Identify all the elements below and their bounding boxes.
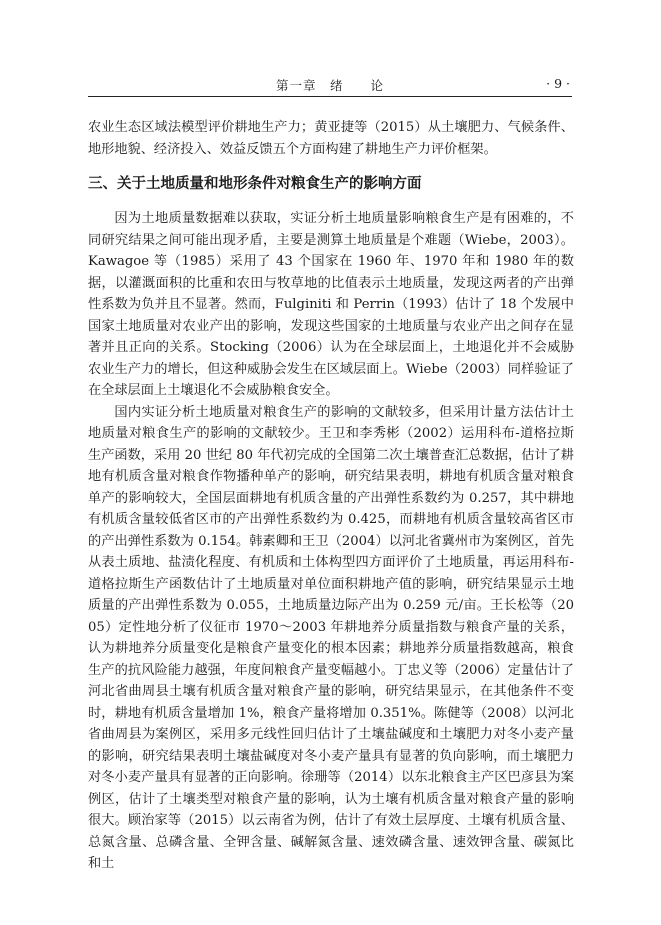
body-text [88, 117, 574, 875]
page-number: · 9 · [546, 76, 570, 91]
paragraph-land-quality-domestic: 国内实证分析土地质量对粮食生产的影响的文献较多，但采用计量方法估计土地质量对粮食生产的影响的文献较少。王卫和李秀彬（2002）运用科布-道格拉斯生产函数，采用 20 世纪 80 年代初完成的全国第二次土壤普查汇总数据，估计了耕地有机质含量对粮食作物播种单产的影响，研究结果表明，耕地有机质含量对粮食单产的影响较大，全国层面耕地有机质含量的产出弹性系数约为 0.257，其中耕地有机质含量较低省区市的产出弹性系数约为 0.425，而耕地有机质含量较高省区市的产出弹性系数为 0.154。韩素卿和王卫（2004）以河北省冀州市为案例区，首先从表土质地、盐渍化程度、有机质和土体构型四方面评价了土地质量，再运用科布-道格拉斯生产函数估计了土地质量对单位面积耕地产值的影响，研究结果显示土地质量的产出弹性系数为 0.055，土地质量边际产出为 0.259 元/亩。王长松等（2005）定性地分析了仪征市 1970～2003 年耕地养分质量指数与粮食产量的关系，认为耕地养分质量变化是粮食产量变化的根本因素；耕地养分质量指数越高，粮食生产的抗风险能力越强，年度间粮食产量变幅越小。丁忠义等（2006）定量估计了河北省曲周县土壤有机质含量对粮食产量的影响，研究结果显示，在其他条件不变时，耕地有机质含量增加 1%，粮食产量将增加 0.351%。陈健等（2008）以河北省曲周县为案例区，采用多元线性回归估计了土壤盐碱度和土壤肥力对冬小麦产量的影响，研究结果表明土壤盐碱度对冬小麦产量具有显著的负向影响，而土壤肥力对冬小麦产量具有显著的正向影响。徐珊等（2014）以东北粮食主产区巴彦县为案例区，估计了土壤类型对粮食产量的影响，认为土壤有机质含量对粮食产量的影响很大。顾治家等（2015）以云南省为例，估计了有效土层厚度、土壤有机质含量、总氮含量、总磷含量、全钾含量、碱解氮含量、速效磷含量、速效钾含量、碳氮比和土 [88, 404, 574, 871]
running-header [88, 76, 572, 94]
section-heading: 三、关于土地质量和地形条件对粮食生产的影响方面 [88, 176, 422, 192]
continued-paragraph: 农业生态区域法模型评价耕地生产力；黄亚捷等（2015）从土壤肥力、气候条件、地形地貌、经济投入、效益反馈五个方面构建了耕地生产力评价框架。 [88, 120, 574, 157]
paragraph-land-quality-international: 因为土地质量数据难以获取，实证分析土地质量影响粮食生产是有困难的，不同研究结果之间可能出现矛盾，主要是测算土地质量是个难题（Wiebe，2003）。Kawagoe 等（1985）采用了 43 个国家在 1960 年、1970 年和 1980 年的数据，以灌溉面积的比重和农田与牧草地的比值表示土地质量，发现这两者的产出弹性系数为负并且不显著。然而，Fulginiti 和 Perrin（1993）估计了 18 个发展中国家土地质量对农业产出的影响，发现这些国家的土地质量与农业产出之间存在显著并且正向的关系。Stocking（2006）认为在全球层面上，土地退化并不会威胁农业生产力的增长，但这种威胁会发生在区域层面上。Wiebe（2003）同样验证了在全球层面上土壤退化不会威胁粮食安全。 [88, 211, 574, 398]
chapter-title: 第一章 绪 论 [275, 78, 384, 93]
header-rule [88, 96, 572, 97]
